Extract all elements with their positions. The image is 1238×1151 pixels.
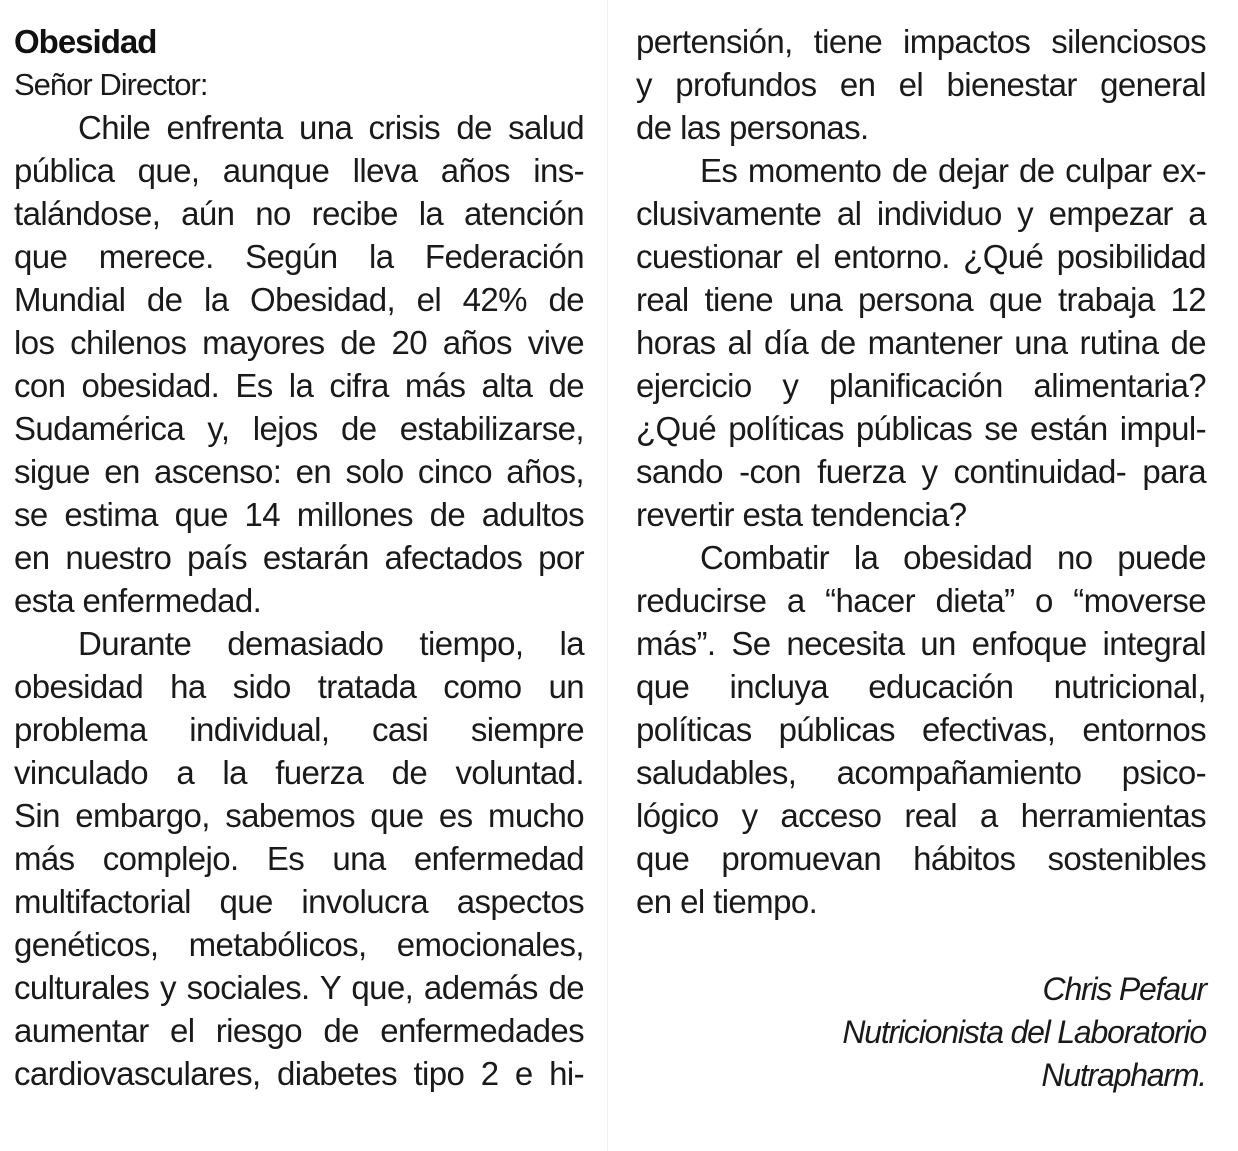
text-line: obesidad ha sido tratada como un (14, 668, 584, 705)
text-line: reducirse a “hacer dieta” o “moverse (636, 582, 1206, 619)
text-line: pública que, aunque lleva años ins- (14, 152, 584, 189)
text-line: Es momento de dejar de culpar ex- (700, 152, 1206, 189)
text-line: Combatir la obesidad no puede (700, 539, 1206, 576)
signature-title-line-2: Nutrapharm. (1041, 1057, 1206, 1093)
left-column-body (14, 106, 584, 1095)
text-line: genéticos, metabólicos, emocionales, (14, 926, 584, 963)
letter-salutation: Señor Director: (14, 67, 208, 102)
text-line: más complejo. Es una enfermedad (14, 840, 584, 877)
text-line: culturales y sociales. Y que, además de (14, 969, 584, 1006)
text-line: Sudamérica y, lejos de estabilizarse, (14, 410, 584, 447)
text-line: horas al día de mantener una rutina de (636, 324, 1206, 361)
text-line: multifactorial que involucra aspectos (14, 883, 584, 920)
letter-signature (842, 968, 1206, 1097)
letter-headline: Obesidad (14, 23, 157, 60)
column-divider (607, 0, 608, 1151)
text-line: sigue en ascenso: en solo cinco años, (14, 453, 584, 490)
text-line: real tiene una persona que trabaja 12 (636, 281, 1206, 318)
text-line: aumentar el riesgo de enfermedades (14, 1012, 584, 1049)
text-line: talándose, aún no recibe la atención (14, 195, 584, 232)
right-column-body (636, 20, 1206, 923)
text-line: ¿Qué políticas públicas se están impul- (636, 410, 1206, 447)
text-line: revertir esta tendencia? (636, 496, 967, 533)
text-line: clusivamente al individuo y empezar a (636, 195, 1206, 232)
text-line: Durante demasiado tiempo, la (78, 625, 584, 662)
text-line: pertensión, tiene impactos silenciosos (636, 23, 1206, 60)
text-line: que merece. Según la Federación (14, 238, 584, 275)
right-column (636, 20, 1206, 923)
text-line: que incluya educación nutricional, (636, 668, 1206, 705)
left-column (14, 20, 584, 1095)
text-line: ejercicio y planificación alimentaria? (636, 367, 1206, 404)
text-line: políticas públicas efectivas, entornos (636, 711, 1206, 748)
text-line: problema individual, casi siempre (14, 711, 584, 748)
text-line: cuestionar el entorno. ¿Qué posibilidad (636, 238, 1206, 275)
text-line: esta enfermedad. (14, 582, 262, 619)
text-line: y profundos en el bienestar general (636, 66, 1206, 103)
text-line: Sin embargo, sabemos que es mucho (14, 797, 584, 834)
text-line: Chile enfrenta una crisis de salud (78, 109, 584, 146)
signature-title-line-1: Nutricionista del Laboratorio (842, 1014, 1206, 1050)
text-line: en el tiempo. (636, 883, 818, 920)
text-line: lógico y acceso real a herramientas (636, 797, 1206, 834)
text-line: con obesidad. Es la cifra más alta de (14, 367, 584, 404)
text-line: de las personas. (636, 109, 869, 146)
text-line: Mundial de la Obesidad, el 42% de (14, 281, 584, 318)
text-line: cardiovasculares, diabetes tipo 2 e hi- (14, 1055, 584, 1092)
text-line: que promuevan hábitos sostenibles (636, 840, 1206, 877)
text-line: saludables, acompañamiento psico- (636, 754, 1206, 791)
text-line: sando -con fuerza y continuidad- para (636, 453, 1206, 490)
text-line: en nuestro país estarán afectados por (14, 539, 584, 576)
text-line: se estima que 14 millones de adultos (14, 496, 584, 533)
signature-name: Chris Pefaur (1042, 971, 1206, 1007)
text-line: los chilenos mayores de 20 años vive (14, 324, 584, 361)
text-line: más”. Se necesita un enfoque integral (636, 625, 1206, 662)
text-line: vinculado a la fuerza de voluntad. (14, 754, 584, 791)
